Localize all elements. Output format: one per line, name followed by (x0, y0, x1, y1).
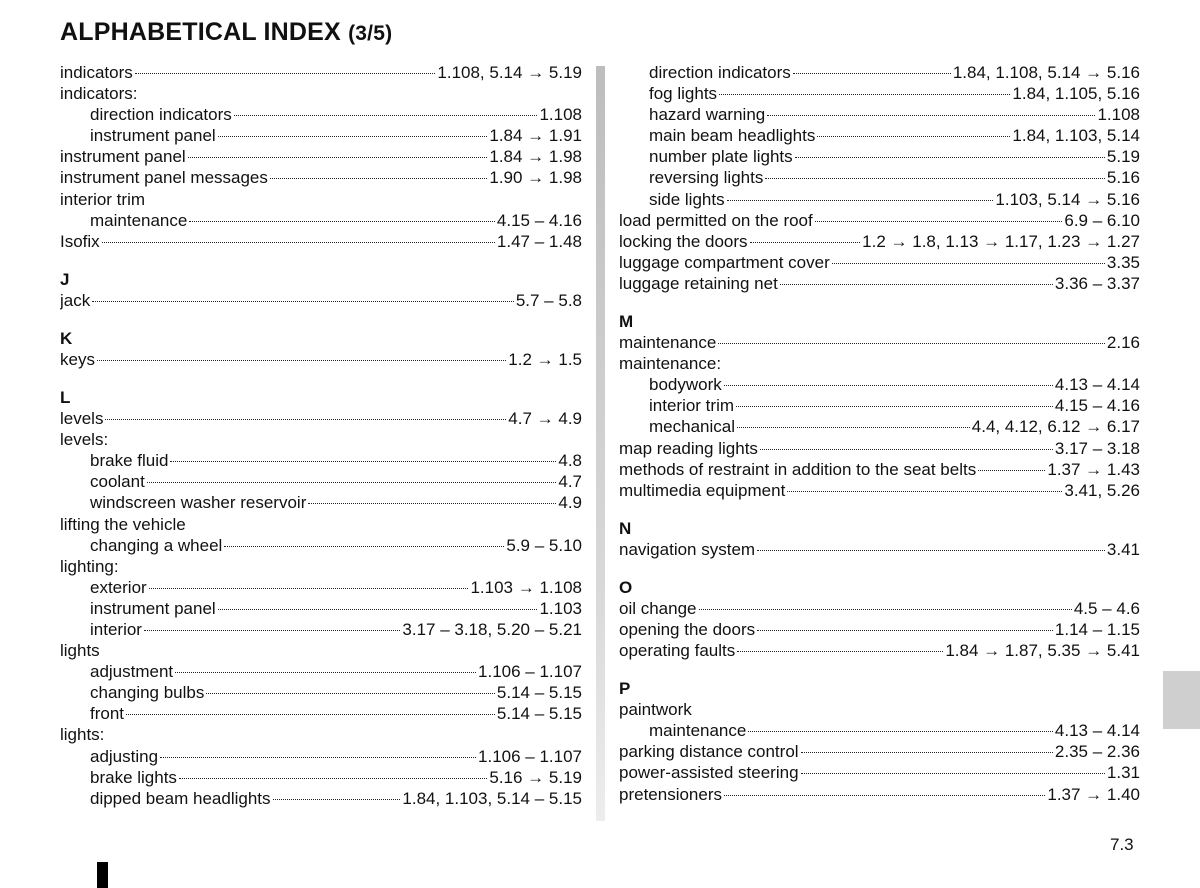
index-subentry (619, 104, 1140, 125)
index-letter-heading: O (619, 577, 633, 597)
entry-label: maintenance (649, 721, 747, 741)
index-entry (619, 353, 1140, 374)
dot-leader (757, 550, 1105, 551)
dot-leader (832, 263, 1105, 264)
entry-page-ref: 1.2 → 1.5 (508, 349, 582, 369)
dot-leader (135, 73, 436, 74)
dot-leader (699, 609, 1072, 610)
entry-label: paintwork (619, 700, 692, 720)
entry-page-ref: 1.103 (539, 598, 582, 618)
index-subentry (619, 125, 1140, 146)
dot-leader (757, 630, 1053, 631)
title-text: ALPHABETICAL INDEX (60, 18, 341, 46)
entry-page-ref: 5.14 – 5.15 (496, 683, 582, 703)
dot-leader (727, 200, 994, 201)
dot-leader (765, 178, 1105, 179)
index-subentry (60, 682, 582, 703)
dot-leader (737, 427, 970, 428)
index-entry (60, 349, 582, 370)
entry-page-ref: 5.14 – 5.15 (496, 704, 582, 724)
index-letter-heading: J (60, 269, 70, 289)
index-letter-heading: M (619, 312, 634, 332)
index-entry (60, 167, 582, 188)
dot-leader (793, 73, 951, 74)
entry-page-ref: 5.16 → 5.19 (489, 767, 582, 787)
dot-leader (160, 757, 476, 758)
entry-label: luggage compartment cover (619, 252, 830, 272)
dot-leader (206, 693, 495, 694)
entry-label: dipped beam headlights (90, 788, 271, 808)
index-entry (60, 724, 582, 745)
index-letter-heading: K (60, 328, 73, 348)
index-entry (60, 189, 582, 210)
dot-leader (234, 115, 538, 116)
index-entry (619, 598, 1140, 619)
index-entry (60, 231, 582, 252)
entry-page-ref: 4.13 – 4.14 (1054, 375, 1140, 395)
column-divider (596, 66, 605, 821)
index-entry (60, 640, 582, 661)
index-entry (60, 429, 582, 450)
entry-page-ref: 4.7 → 4.9 (508, 409, 582, 429)
index-entry (619, 332, 1140, 353)
entry-page-ref: 1.84, 1.108, 5.14 → 5.16 (952, 63, 1140, 82)
dot-leader (308, 503, 556, 504)
entry-label: reversing lights (649, 168, 764, 188)
dot-leader (189, 221, 495, 222)
index-subentry (60, 746, 582, 767)
entry-label: front (90, 704, 125, 724)
entry-label: indicators (60, 63, 133, 82)
index-letter-heading: L (60, 388, 71, 408)
entry-label: brake lights (90, 767, 177, 787)
index-entry (60, 62, 582, 83)
entry-page-ref: 5.7 – 5.8 (515, 290, 582, 310)
entry-label: keys (60, 349, 95, 369)
entry-page-ref: 4.4, 4.12, 6.12 → 6.17 (971, 417, 1140, 437)
index-entry (619, 459, 1140, 480)
entry-label: direction indicators (90, 105, 232, 125)
entry-label: navigation system (619, 539, 756, 559)
index-entry (619, 699, 1140, 720)
dot-leader (795, 157, 1105, 158)
index-subentry (619, 395, 1140, 416)
index-entry (60, 290, 582, 311)
entry-label: hazard warning (649, 105, 766, 125)
index-entry (619, 252, 1140, 273)
entry-label: coolant (90, 472, 145, 492)
index-subentry (60, 450, 582, 471)
index-subentry (60, 471, 582, 492)
entry-page-ref: 1.106 – 1.107 (478, 662, 582, 682)
entry-label: interior (90, 619, 142, 639)
index-subentry (60, 788, 582, 809)
entry-page-ref: 1.47 – 1.48 (496, 231, 582, 251)
index-entry (619, 438, 1140, 459)
entry-page-ref: 3.17 – 3.18 (1054, 438, 1140, 458)
index-entry (60, 556, 582, 577)
index-entry (619, 480, 1140, 501)
index-entry (619, 273, 1140, 294)
entry-page-ref: 3.41 (1106, 539, 1140, 559)
dot-leader (188, 157, 488, 158)
index-subentry (60, 619, 582, 640)
page-number: 7.3 (1110, 835, 1134, 854)
entry-page-ref: 1.84 → 1.91 (489, 126, 582, 146)
dot-leader (750, 242, 861, 243)
index-subentry (619, 189, 1140, 210)
dot-leader (147, 482, 557, 483)
index-entry (60, 83, 582, 104)
entry-label: changing bulbs (90, 683, 205, 703)
dot-leader (126, 714, 495, 715)
dot-leader (978, 470, 1045, 471)
index-subentry (60, 492, 582, 513)
entry-label: luggage retaining net (619, 273, 778, 293)
dot-leader (815, 221, 1063, 222)
index-entry (619, 539, 1140, 560)
entry-page-ref: 3.41, 5.26 (1064, 480, 1140, 500)
entry-page-ref: 2.16 (1106, 333, 1140, 353)
section-tab-marker (1163, 671, 1200, 729)
entry-label: maintenance (619, 333, 717, 353)
entry-label: Isofix (60, 231, 100, 251)
entry-label: windscreen washer reservoir (90, 493, 307, 513)
index-entry (619, 640, 1140, 661)
index-subentry (60, 125, 582, 146)
entry-label: levels (60, 409, 104, 429)
entry-page-ref: 1.103 → 1.108 (470, 577, 582, 597)
dot-leader (179, 778, 487, 779)
dot-leader (97, 360, 506, 361)
entry-label: multimedia equipment (619, 480, 786, 500)
dot-leader (270, 178, 487, 179)
dot-leader (724, 795, 1045, 796)
entry-label: pretensioners (619, 784, 723, 804)
entry-label: instrument panel messages (60, 168, 268, 188)
dot-leader (170, 461, 556, 462)
entry-page-ref: 4.15 – 4.16 (496, 210, 582, 230)
dot-leader (724, 385, 1053, 386)
entry-label: fog lights (649, 84, 718, 104)
entry-page-ref: 1.2 → 1.8, 1.13 → 1.17, 1.23 → 1.27 (862, 231, 1140, 251)
entry-label: jack (60, 290, 91, 310)
entry-page-ref: 3.35 (1106, 252, 1140, 272)
dot-leader (817, 136, 1010, 137)
entry-page-ref: 1.84, 1.105, 5.16 (1012, 84, 1140, 104)
dot-leader (737, 651, 943, 652)
entry-label: opening the doors (619, 619, 756, 639)
entry-page-ref: 6.9 – 6.10 (1064, 210, 1140, 230)
dot-leader (748, 731, 1053, 732)
dot-leader (102, 242, 495, 243)
entry-label: interior trim (649, 396, 735, 416)
entry-page-ref: 3.17 – 3.18, 5.20 – 5.21 (402, 619, 582, 639)
index-entry (60, 514, 582, 535)
entry-label: maintenance (90, 210, 188, 230)
entry-page-ref: 4.5 – 4.6 (1073, 598, 1140, 618)
index-subentry (60, 767, 582, 788)
entry-label: bodywork (649, 375, 722, 395)
dot-leader (105, 419, 506, 420)
entry-label: oil change (619, 598, 697, 618)
index-subentry (619, 62, 1140, 83)
entry-page-ref: 4.9 (558, 493, 582, 513)
index-entry (619, 741, 1140, 762)
dot-leader (149, 588, 469, 589)
page-title (60, 18, 392, 47)
entry-label: power-assisted steering (619, 763, 799, 783)
entry-label: main beam headlights (649, 126, 816, 146)
dot-leader (224, 546, 504, 547)
entry-label: side lights (649, 189, 725, 209)
crop-mark (97, 862, 108, 888)
entry-page-ref: 1.90 → 1.98 (489, 168, 582, 188)
index-entry (619, 784, 1140, 805)
index-subentry (60, 210, 582, 231)
index-entry (619, 210, 1140, 231)
index-subentry (619, 374, 1140, 395)
entry-label: instrument panel (90, 126, 216, 146)
index-subentry (619, 720, 1140, 741)
entry-page-ref: 5.9 – 5.10 (506, 535, 582, 555)
entry-label: load permitted on the roof (619, 210, 813, 230)
entry-label: instrument panel (90, 598, 216, 618)
entry-label: locking the doors (619, 231, 748, 251)
entry-page-ref: 3.36 – 3.37 (1054, 273, 1140, 293)
entry-label: exterior (90, 577, 147, 597)
index-subentry (60, 598, 582, 619)
dot-leader (780, 284, 1053, 285)
index-letter-heading: N (619, 518, 632, 538)
dot-leader (719, 94, 1010, 95)
entry-label: lifting the vehicle (60, 514, 186, 534)
index-column-left (60, 62, 582, 809)
entry-page-ref: 4.7 (558, 472, 582, 492)
entry-label: changing a wheel (90, 535, 223, 555)
entry-page-ref: 4.13 – 4.14 (1054, 721, 1140, 741)
dot-leader (718, 343, 1105, 344)
entry-label: adjusting (90, 746, 159, 766)
index-subentry (60, 703, 582, 724)
entry-label: levels: (60, 430, 109, 450)
entry-page-ref: 1.103, 5.14 → 5.16 (995, 189, 1140, 209)
index-letter-heading: P (619, 679, 631, 699)
entry-page-ref: 1.37 → 1.43 (1047, 459, 1140, 479)
entry-page-ref: 4.8 (558, 451, 582, 471)
dot-leader (801, 773, 1105, 774)
entry-page-ref: 1.84 → 1.98 (489, 147, 582, 167)
index-subentry (60, 577, 582, 598)
entry-label: lights: (60, 725, 105, 745)
index-subentry (619, 83, 1140, 104)
title-part-indicator: (3/5) (348, 22, 393, 45)
dot-leader (767, 115, 1095, 116)
dot-leader (801, 752, 1053, 753)
index-column-right (619, 62, 1140, 805)
entry-label: interior trim (60, 189, 146, 209)
entry-label: map reading lights (619, 438, 758, 458)
entry-page-ref: 1.84, 1.103, 5.14 – 5.15 (402, 788, 582, 808)
index-subentry (60, 661, 582, 682)
entry-page-ref: 1.14 – 1.15 (1054, 619, 1140, 639)
entry-page-ref: 4.15 – 4.16 (1054, 396, 1140, 416)
entry-label: direction indicators (649, 63, 791, 82)
entry-label: operating faults (619, 641, 736, 661)
index-entry (619, 231, 1140, 252)
index-subentry (60, 104, 582, 125)
entry-page-ref: 1.108, 5.14 → 5.19 (437, 63, 582, 82)
index-subentry (60, 535, 582, 556)
entry-page-ref: 5.19 (1106, 147, 1140, 167)
entry-page-ref: 1.108 (539, 105, 582, 125)
entry-page-ref: 1.84, 1.103, 5.14 (1012, 126, 1140, 146)
entry-label: lighting: (60, 556, 119, 576)
index-entry (619, 619, 1140, 640)
entry-label: instrument panel (60, 147, 186, 167)
dot-leader (218, 136, 488, 137)
dot-leader (175, 672, 476, 673)
entry-page-ref: 5.16 (1106, 168, 1140, 188)
entry-page-ref: 1.84 → 1.87, 5.35 → 5.41 (945, 641, 1140, 661)
entry-label: indicators: (60, 84, 138, 104)
entry-page-ref: 1.106 – 1.107 (478, 746, 582, 766)
dot-leader (736, 406, 1053, 407)
entry-page-ref: 1.31 (1106, 763, 1140, 783)
entry-label: maintenance: (619, 354, 722, 374)
dot-leader (273, 799, 401, 800)
entry-page-ref: 2.35 – 2.36 (1054, 742, 1140, 762)
entry-page-ref: 1.37 → 1.40 (1047, 784, 1140, 804)
index-entry (619, 762, 1140, 783)
entry-label: parking distance control (619, 742, 799, 762)
entry-label: adjustment (90, 662, 174, 682)
entry-label: lights (60, 641, 100, 661)
index-subentry (619, 416, 1140, 437)
entry-label: number plate lights (649, 147, 793, 167)
dot-leader (760, 449, 1053, 450)
index-entry (60, 146, 582, 167)
entry-label: brake fluid (90, 451, 169, 471)
dot-leader (787, 491, 1062, 492)
index-subentry (619, 146, 1140, 167)
entry-label: methods of restraint in addition to the seat belts (619, 459, 977, 479)
index-entry (60, 408, 582, 429)
entry-label: mechanical (649, 417, 735, 437)
dot-leader (144, 630, 400, 631)
dot-leader (92, 301, 514, 302)
entry-page-ref: 1.108 (1097, 105, 1140, 125)
dot-leader (218, 609, 538, 610)
index-subentry (619, 167, 1140, 188)
